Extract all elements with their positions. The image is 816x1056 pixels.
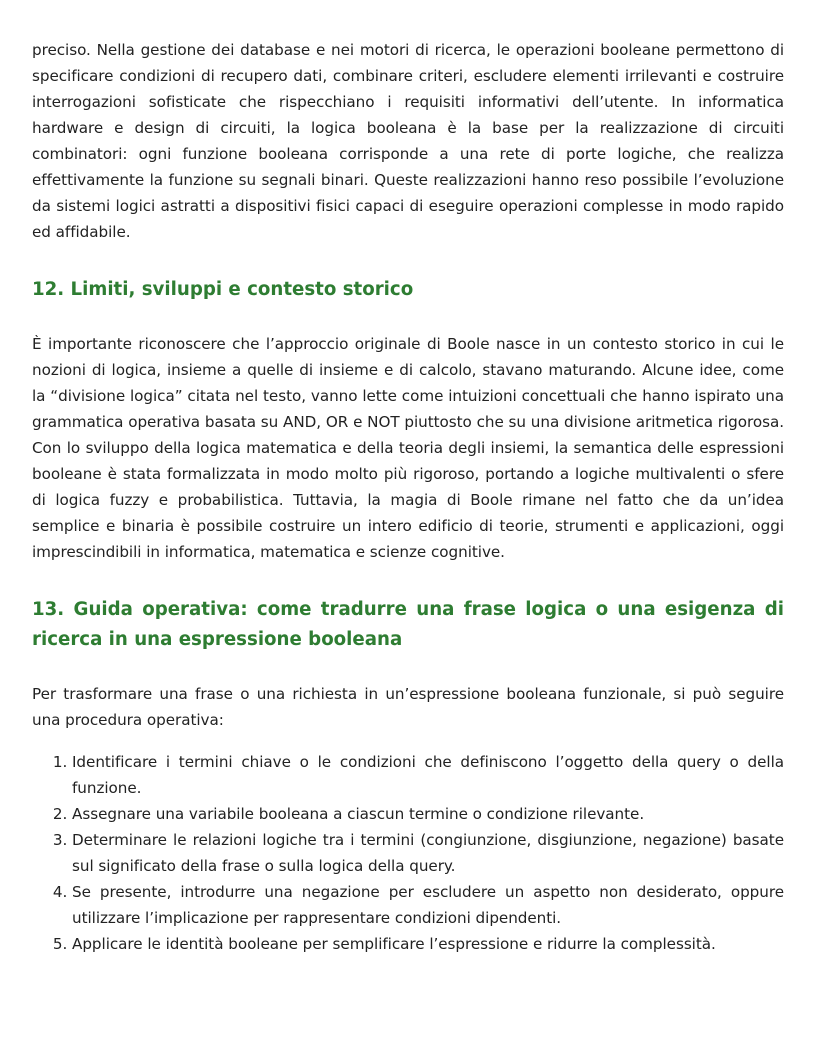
spacer <box>32 565 784 595</box>
list-item: 3. Determinare le relazioni logiche tra i termini (congiunzione, disgiunzione, negazione) basate sul significato della frase o sulla logica della query. <box>72 827 784 879</box>
section-heading-13: 13. Guida operativa: come tradurre una frase logica o una esigenza di ricerca in una espressione booleana <box>32 599 784 650</box>
spacer <box>32 245 784 275</box>
list-item: 1. Identificare i termini chiave o le condizioni che definiscono l’oggetto della query o della funzione. <box>72 749 784 801</box>
paragraph-procedure-intro: Per trasformare una frase o una richiesta in un’espressione booleana funzionale, si può seguire una procedura operativa: <box>32 685 784 729</box>
spacer <box>32 655 784 681</box>
paragraph-applications: preciso. Nella gestione dei database e nei motori di ricerca, le operazioni booleane permettono di specificare condizioni di recupero dati, combinare criteri, escludere elementi irrilevanti e costruire interrogazioni sofisticate che rispecchiano i requisiti informativi dell’utente. In informatica hardware e design di circuiti, la logica booleana è la base per la realizzazione di circuiti combinatori: ogni funzione booleana corrisponde a una rete di porte logiche, che realizza effettivamente la funzione su segnali binari. Queste realizzazioni hanno reso possibile l’evoluzione da sistemi logici astratti a dispositivi fisici capaci di eseguire operazioni complesse in modo rapido ed affidabile. <box>32 41 784 241</box>
procedure-steps-list <box>32 749 784 957</box>
spacer <box>32 733 784 749</box>
section-heading-12: 12. Limiti, sviluppi e contesto storico <box>32 279 414 300</box>
paragraph-historical-context: È importante riconoscere che l’approccio originale di Boole nasce in un contesto storico in cui le nozioni di logica, insieme a quelle di insieme e di calcolo, stavano maturando. Alcune idee, come la “divisione logica” citata nel testo, vanno lette come intuizioni concettuali che hanno ispirato una grammatica operativa basata su AND, OR e NOT piuttosto che su una divisione aritmetica rigorosa. Con lo sviluppo della logica matematica e della teoria degli insiemi, la semantica delle espressioni booleane è stata formalizzata in modo molto più rigoroso, portando a logiche multivalenti o sfere di logica fuzzy e probabilistica. Tuttavia, la magia di Boole rimane nel fatto che da un’idea semplice e binaria è possibile costruire un intero edificio di teorie, strumenti e applicazioni, oggi imprescindibili in informatica, matematica e scienze cognitive. <box>32 335 784 561</box>
spacer <box>32 305 784 331</box>
list-item: 2. Assegnare una variabile booleana a ciascun termine o condizione rilevante. <box>72 801 784 827</box>
list-item: 5. Applicare le identità booleane per semplificare l’espressione e ridurre la complessità. <box>72 931 784 957</box>
list-item: 4. Se presente, introdurre una negazione per escludere un aspetto non desiderato, oppure utilizzare l’implicazione per rappresentare condizioni dipendenti. <box>72 879 784 931</box>
